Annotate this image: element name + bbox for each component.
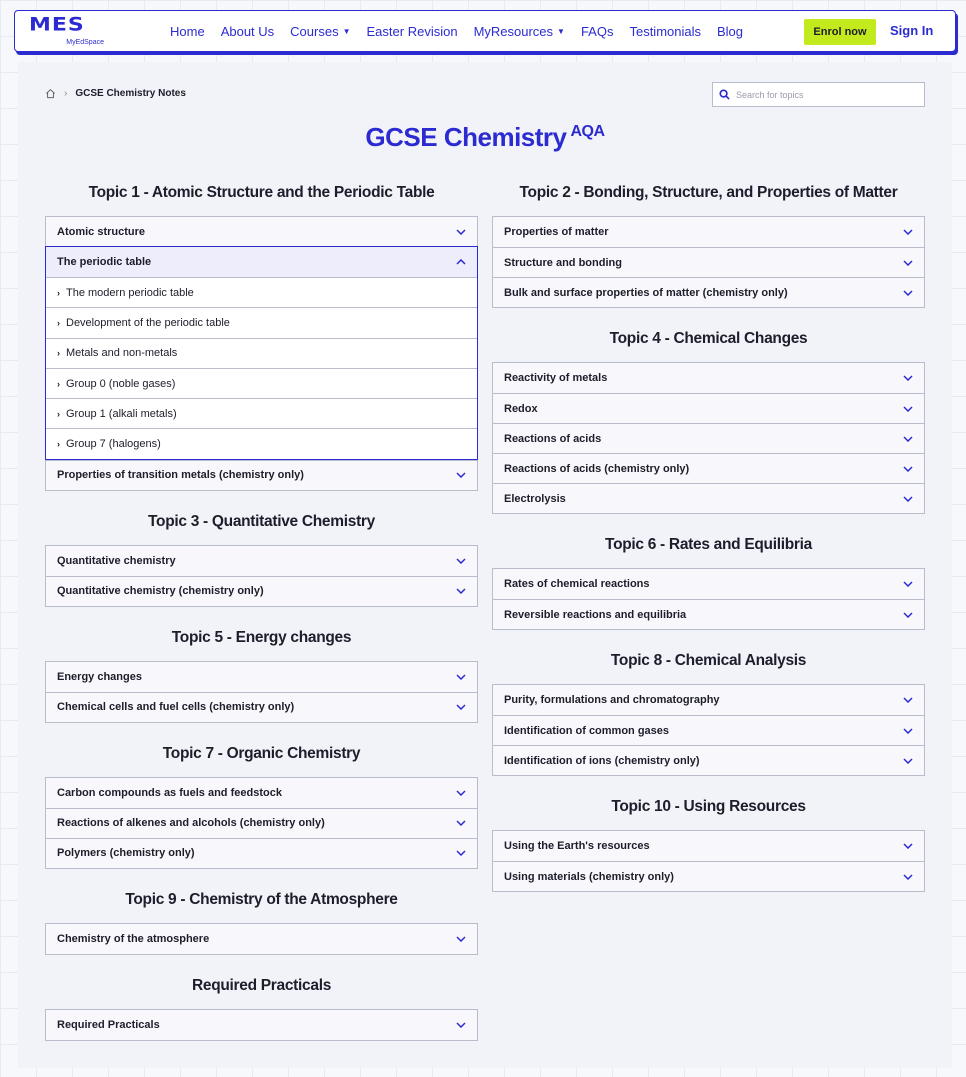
- accordion-item-label: Bulk and surface properties of matter (chemistry only): [504, 286, 788, 299]
- topic-accordion: [492, 568, 925, 630]
- accordion-item-label: Energy changes: [57, 670, 142, 683]
- nav-courses[interactable]: [290, 24, 350, 39]
- sub-item-development-of-the-periodic-table[interactable]: [46, 307, 477, 337]
- accordion-item-quantitative-chemistry-chemistry-only[interactable]: [46, 576, 477, 606]
- chevron-down-icon: [456, 558, 466, 564]
- chevron-down-icon: [903, 843, 913, 849]
- topic-section: [492, 536, 925, 630]
- chevron-right-icon: ›: [57, 348, 60, 359]
- chevron-right-icon: ›: [57, 439, 60, 450]
- accordion-item-label: Reactions of alkenes and alcohols (chemistry only): [57, 817, 325, 830]
- search-input[interactable]: [736, 90, 916, 100]
- topic-section: [45, 977, 478, 1041]
- chevron-down-icon: [456, 588, 466, 594]
- accordion-item-identification-of-ions-chemistry-only[interactable]: [493, 745, 924, 775]
- topic-accordion: [492, 216, 925, 308]
- accordion-item-label: Polymers (chemistry only): [57, 847, 195, 860]
- topic-section: [492, 330, 925, 514]
- chevron-up-icon: [456, 259, 466, 265]
- accordion-item-redox[interactable]: [493, 393, 924, 423]
- sub-item-group-1-alkali-metals[interactable]: [46, 398, 477, 428]
- accordion-item-label: Using the Earth's resources: [504, 840, 650, 852]
- topic-title: Topic 9 - Chemistry of the Atmosphere: [125, 890, 398, 908]
- chevron-down-icon: [456, 850, 466, 856]
- chevron-down-icon: [903, 229, 913, 235]
- accordion-item-polymers-chemistry-only[interactable]: [46, 838, 477, 868]
- exam-board: AQA: [570, 123, 605, 140]
- home-icon[interactable]: [45, 88, 56, 99]
- accordion-item-structure-and-bonding[interactable]: [493, 247, 924, 277]
- sub-item-label: Group 7 (halogens): [66, 438, 161, 451]
- topic-title: Topic 4 - Chemical Changes: [609, 330, 808, 347]
- chevron-down-icon: [903, 758, 913, 764]
- topic-title: Topic 10 - Using Resources: [611, 798, 806, 815]
- accordion-item-label: Chemical cells and fuel cells (chemistry only): [57, 701, 295, 714]
- chevron-down-icon: [903, 466, 913, 472]
- sub-item-label: Metals and non-metals: [66, 347, 178, 360]
- nav-testimonials[interactable]: Testimonials: [629, 23, 701, 39]
- accordion-item-label: Atomic structure: [57, 226, 146, 238]
- page-title-text: GCSE Chemistry: [365, 122, 567, 152]
- chevron-down-icon: [456, 1022, 466, 1028]
- accordion-item-identification-of-common-gases[interactable]: [493, 715, 924, 745]
- topic-title: Topic 8 - Chemical Analysis: [610, 652, 807, 669]
- accordion-item-label: Reactions of acids: [504, 432, 602, 445]
- accordion-item-label: Chemistry of the atmosphere: [57, 932, 210, 945]
- accordion-item-properties-of-transition-metals-chemistry-only[interactable]: [46, 460, 477, 490]
- nav-faqs[interactable]: FAQs: [580, 23, 614, 39]
- accordion-item-atomic-structure[interactable]: [46, 217, 477, 247]
- accordion-item-label: Identification of ions (chemistry only): [504, 754, 700, 767]
- accordion-item-label: Electrolysis: [504, 492, 566, 505]
- chevron-down-icon: [456, 229, 466, 235]
- sub-item-group-7-halogens[interactable]: [46, 428, 477, 458]
- right-column: [492, 184, 925, 914]
- chevron-right-icon: ›: [57, 378, 60, 389]
- topic-accordion: [492, 684, 925, 776]
- chevron-down-icon: [903, 436, 913, 442]
- accordion-item-label: Purity, formulations and chromatography: [504, 694, 720, 706]
- topic-section: [492, 798, 925, 892]
- accordion-item-label: Carbon compounds as fuels and feedstock: [57, 786, 282, 799]
- topic-title: Required Practicals: [191, 976, 332, 994]
- topic-section: [492, 184, 925, 308]
- accordion-item-label: Rates of chemical reactions: [504, 578, 650, 590]
- nav-links: [170, 11, 759, 51]
- accordion-item-label: Properties of transition metals (chemistry only): [57, 469, 304, 482]
- accordion-item-purity-formulations-and-chromatography[interactable]: [493, 685, 924, 715]
- accordion-item-label: Using materials (chemistry only): [504, 870, 674, 883]
- topic-accordion: [45, 545, 478, 607]
- chevron-right-icon: ›: [64, 88, 68, 99]
- accordion-item-rates-of-chemical-reactions[interactable]: [493, 569, 924, 599]
- sub-item-the-modern-periodic-table[interactable]: [46, 277, 477, 307]
- chevron-down-icon: [903, 375, 913, 381]
- top-navbar: [14, 10, 956, 52]
- chevron-down-icon: [456, 704, 466, 710]
- enrol-now-button[interactable]: Enrol now: [804, 19, 876, 45]
- chevron-right-icon: ›: [57, 408, 60, 419]
- topic-section: [492, 652, 925, 776]
- accordion-item-label: Reversible reactions and equilibria: [504, 608, 687, 621]
- nav-myresources-label: MyResources: [473, 23, 554, 39]
- nav-about-us[interactable]: About Us: [220, 23, 275, 39]
- chevron-down-icon: [903, 406, 913, 412]
- accordion-item-chemical-cells-and-fuel-cells-chemistry-only[interactable]: [46, 692, 477, 722]
- topic-accordion: [45, 923, 478, 955]
- logo-mark: MES: [29, 14, 85, 36]
- mes-logo[interactable]: [29, 14, 104, 47]
- accordion-item-electrolysis[interactable]: [493, 483, 924, 513]
- chevron-down-icon: [903, 290, 913, 296]
- sub-item-label: The modern periodic table: [66, 286, 194, 299]
- chevron-down-icon: [903, 612, 913, 618]
- breadcrumb: [45, 88, 186, 99]
- topic-search[interactable]: [712, 82, 925, 107]
- breadcrumb-current: GCSE Chemistry Notes: [75, 88, 186, 99]
- chevron-down-icon: [903, 260, 913, 266]
- accordion-item-using-the-earth-s-resources[interactable]: [493, 831, 924, 861]
- chevron-down-icon: [903, 581, 913, 587]
- accordion-item-reactivity-of-metals[interactable]: [493, 363, 924, 393]
- topic-accordion: [45, 1009, 478, 1041]
- topic-title: Topic 3 - Quantitative Chemistry: [148, 512, 375, 530]
- nav-home[interactable]: Home: [170, 23, 205, 39]
- chevron-down-icon: [456, 936, 466, 942]
- topic-accordion: [45, 777, 478, 869]
- expanded-accordion-group: [45, 246, 478, 460]
- accordion-item-label: Structure and bonding: [504, 256, 622, 269]
- nav-courses-label: Courses: [290, 23, 339, 39]
- topic-accordion: [492, 362, 925, 514]
- accordion-item-properties-of-matter[interactable]: [493, 217, 924, 247]
- accordion-item-required-practicals[interactable]: [46, 1010, 477, 1040]
- chevron-down-icon: [903, 496, 913, 502]
- topic-title: Topic 6 - Rates and Equilibria: [605, 536, 812, 553]
- accordion-item-label: Reactions of acids (chemistry only): [504, 462, 690, 475]
- topic-accordion: [45, 661, 478, 723]
- accordion-item-label: Quantitative chemistry: [57, 554, 176, 567]
- left-column: [45, 184, 478, 1063]
- accordion-item-bulk-and-surface-properties-of-matter-chemistry-only[interactable]: [493, 277, 924, 307]
- chevron-down-icon: [903, 728, 913, 734]
- topic-section: [45, 629, 478, 723]
- sub-item-label: Group 0 (noble gases): [66, 377, 176, 390]
- main-content: [18, 62, 952, 1068]
- accordion-item-label: Redox: [504, 402, 538, 415]
- nav-blog[interactable]: Blog: [717, 23, 744, 39]
- caret-down-icon: ▼: [557, 26, 565, 36]
- accordion-item-the-periodic-table[interactable]: [46, 247, 477, 277]
- accordion-item-label: Identification of common gases: [504, 724, 670, 737]
- caret-down-icon: ▼: [342, 26, 351, 36]
- accordion-item-reactions-of-alkenes-and-alcohols-chemistry-only[interactable]: [46, 808, 477, 838]
- sub-item-label: Development of the periodic table: [66, 316, 230, 329]
- accordion-item-label: Quantitative chemistry (chemistry only): [57, 585, 264, 598]
- accordion-item-label: Reactivity of metals: [504, 372, 608, 384]
- chevron-down-icon: [456, 472, 466, 478]
- sub-item-label: Group 1 (alkali metals): [66, 407, 177, 420]
- search-icon: [719, 89, 730, 100]
- topic-section: [45, 745, 478, 869]
- topic-title: Topic 7 - Organic Chemistry: [162, 744, 361, 762]
- accordion-item-energy-changes[interactable]: [46, 662, 477, 692]
- topic-accordion: [492, 830, 925, 892]
- accordion-item-chemistry-of-the-atmosphere[interactable]: [46, 924, 477, 954]
- chevron-right-icon: ›: [57, 317, 60, 328]
- topic-section: [45, 891, 478, 955]
- chevron-down-icon: [903, 874, 913, 880]
- accordion-item-using-materials-chemistry-only[interactable]: [493, 861, 924, 891]
- chevron-down-icon: [456, 790, 466, 796]
- sub-item-metals-and-non-metals[interactable]: [46, 338, 477, 368]
- accordion-item-reactions-of-acids[interactable]: [493, 423, 924, 453]
- accordion-item-quantitative-chemistry[interactable]: [46, 546, 477, 576]
- topic-title: Topic 1 - Atomic Structure and the Periodic Table: [88, 184, 435, 201]
- topic-title: Topic 2 - Bonding, Structure, and Properties of Matter: [519, 184, 898, 201]
- nav-easter-revision[interactable]: Easter Revision: [366, 23, 458, 39]
- nav-myresources[interactable]: [474, 24, 565, 39]
- chevron-right-icon: ›: [57, 287, 60, 298]
- accordion-item-reactions-of-acids-chemistry-only[interactable]: [493, 453, 924, 483]
- accordion-item-carbon-compounds-as-fuels-and-feedstock[interactable]: [46, 778, 477, 808]
- accordion-item-reversible-reactions-and-equilibria[interactable]: [493, 599, 924, 629]
- chevron-down-icon: [903, 697, 913, 703]
- page-title: [18, 122, 952, 153]
- accordion-item-label: Required Practicals: [57, 1018, 160, 1031]
- topic-section: [45, 184, 478, 491]
- topic-title: Topic 5 - Energy changes: [171, 628, 352, 646]
- topic-accordion: [45, 216, 478, 491]
- sign-in-link[interactable]: Sign In: [890, 23, 934, 38]
- accordion-item-label: Properties of matter: [504, 226, 609, 238]
- accordion-item-label: The periodic table: [57, 256, 152, 268]
- chevron-down-icon: [456, 674, 466, 680]
- topic-section: [45, 513, 478, 607]
- sub-item-group-0-noble-gases[interactable]: [46, 368, 477, 398]
- chevron-down-icon: [456, 820, 466, 826]
- logo-subtitle: MyEdSpace: [66, 39, 104, 46]
